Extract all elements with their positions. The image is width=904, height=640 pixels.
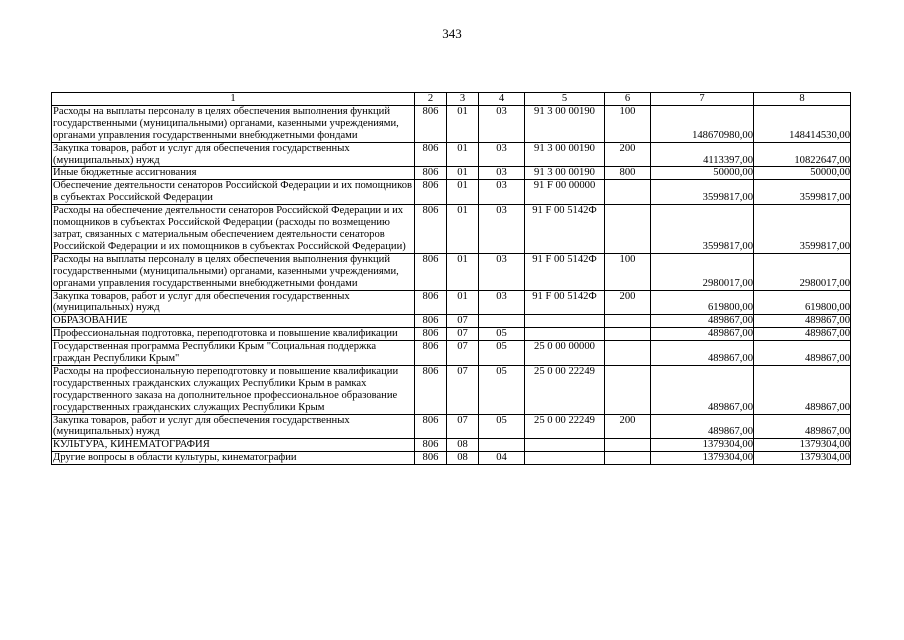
cell-amount-year-2: 489867,00	[754, 365, 851, 414]
cell-expense-type	[605, 439, 651, 452]
cell-section: 07	[447, 328, 479, 341]
table-row	[52, 315, 851, 328]
table-row	[52, 365, 851, 414]
cell-amount-year-1: 2980017,00	[651, 253, 754, 290]
cell-name: Профессиональная подготовка, переподготовка и повышение квалификации	[52, 328, 415, 341]
cell-name: Расходы на обеспечение деятельности сенаторов Российской Федерации и их помощников в субъектах Российской Федерации (расходы по возмещению затрат, связанных с материальным обеспечением деятельности сенаторов Российской Федерации и их помощников в субъектах Российской Федерации)	[52, 205, 415, 254]
cell-section: 01	[447, 180, 479, 205]
cell-amount-year-2: 489867,00	[754, 414, 851, 439]
cell-expense-type	[605, 365, 651, 414]
cell-chapter: 806	[415, 142, 447, 167]
cell-target-article: 25 0 00 22249	[525, 414, 605, 439]
cell-expense-type	[605, 180, 651, 205]
cell-chapter: 806	[415, 180, 447, 205]
cell-amount-year-2: 10822647,00	[754, 142, 851, 167]
cell-target-article: 91 F 00 5142Ф	[525, 290, 605, 315]
cell-subsection: 03	[479, 253, 525, 290]
header-cell-target-article: 5	[525, 93, 605, 106]
cell-target-article: 91 3 00 00190	[525, 105, 605, 142]
table-row	[52, 253, 851, 290]
cell-name: Закупка товаров, работ и услуг для обеспечения государственных (муниципальных) нужд	[52, 414, 415, 439]
cell-section: 07	[447, 365, 479, 414]
cell-section: 08	[447, 439, 479, 452]
cell-amount-year-1: 1379304,00	[651, 452, 754, 465]
cell-chapter: 806	[415, 205, 447, 254]
cell-name: ОБРАЗОВАНИЕ	[52, 315, 415, 328]
cell-subsection	[479, 315, 525, 328]
cell-amount-year-2: 1379304,00	[754, 452, 851, 465]
cell-expense-type	[605, 452, 651, 465]
cell-name: Расходы на профессиональную переподготовку и повышение квалификации государственных гражданских служащих Республики Крым в рамках государственного заказа на дополнительное профессиональное образование государственных гражданских служащих Республики Крым	[52, 365, 415, 414]
header-cell-subsection: 4	[479, 93, 525, 106]
cell-target-article	[525, 315, 605, 328]
cell-section: 07	[447, 414, 479, 439]
cell-section: 01	[447, 205, 479, 254]
cell-expense-type	[605, 315, 651, 328]
table-row	[52, 328, 851, 341]
table-row	[52, 341, 851, 366]
cell-section: 01	[447, 290, 479, 315]
cell-target-article: 25 0 00 22249	[525, 365, 605, 414]
cell-expense-type	[605, 328, 651, 341]
header-cell-chapter: 2	[415, 93, 447, 106]
cell-amount-year-2: 148414530,00	[754, 105, 851, 142]
cell-expense-type: 200	[605, 290, 651, 315]
cell-amount-year-1: 50000,00	[651, 167, 754, 180]
cell-name: Другие вопросы в области культуры, кинематографии	[52, 452, 415, 465]
cell-name: Расходы на выплаты персоналу в целях обеспечения выполнения функций государственными (муниципальными) органами, казенными учреждениями, органами управления государственными внебюджетными фондами	[52, 253, 415, 290]
cell-expense-type	[605, 341, 651, 366]
cell-subsection: 03	[479, 142, 525, 167]
cell-chapter: 806	[415, 365, 447, 414]
cell-target-article: 25 0 00 00000	[525, 341, 605, 366]
cell-subsection: 03	[479, 105, 525, 142]
cell-amount-year-2: 1379304,00	[754, 439, 851, 452]
cell-name: Обеспечение деятельности сенаторов Российской Федерации и их помощников в субъектах Российской Федерации	[52, 180, 415, 205]
table-row	[52, 452, 851, 465]
table-row	[52, 439, 851, 452]
cell-amount-year-2: 3599817,00	[754, 180, 851, 205]
cell-name: Иные бюджетные ассигнования	[52, 167, 415, 180]
cell-name: Закупка товаров, работ и услуг для обеспечения государственных (муниципальных) нужд	[52, 290, 415, 315]
table-row	[52, 105, 851, 142]
cell-subsection: 05	[479, 414, 525, 439]
cell-target-article	[525, 452, 605, 465]
cell-amount-year-1: 619800,00	[651, 290, 754, 315]
cell-chapter: 806	[415, 290, 447, 315]
cell-name: Государственная программа Республики Крым "Социальная поддержка граждан Республики Крым"	[52, 341, 415, 366]
cell-subsection: 04	[479, 452, 525, 465]
cell-chapter: 806	[415, 253, 447, 290]
cell-subsection: 05	[479, 341, 525, 366]
cell-amount-year-1: 489867,00	[651, 414, 754, 439]
cell-chapter: 806	[415, 167, 447, 180]
cell-section: 07	[447, 341, 479, 366]
table-row	[52, 167, 851, 180]
cell-subsection: 03	[479, 290, 525, 315]
cell-target-article: 91 3 00 00190	[525, 167, 605, 180]
cell-subsection	[479, 439, 525, 452]
cell-chapter: 806	[415, 315, 447, 328]
cell-section: 08	[447, 452, 479, 465]
header-cell-amount-year-1: 7	[651, 93, 754, 106]
cell-chapter: 806	[415, 105, 447, 142]
header-cell-name: 1	[52, 93, 415, 106]
page-number: 343	[442, 26, 462, 41]
table-row	[52, 142, 851, 167]
table-row	[52, 290, 851, 315]
cell-target-article: 91 F 00 00000	[525, 180, 605, 205]
cell-amount-year-1: 148670980,00	[651, 105, 754, 142]
cell-chapter: 806	[415, 414, 447, 439]
cell-amount-year-1: 3599817,00	[651, 180, 754, 205]
cell-chapter: 806	[415, 328, 447, 341]
cell-expense-type: 200	[605, 142, 651, 167]
cell-amount-year-2: 2980017,00	[754, 253, 851, 290]
cell-section: 01	[447, 167, 479, 180]
table-header-row	[52, 93, 851, 106]
cell-amount-year-2: 489867,00	[754, 341, 851, 366]
table-row	[52, 180, 851, 205]
cell-amount-year-1: 489867,00	[651, 315, 754, 328]
header-cell-section: 3	[447, 93, 479, 106]
cell-expense-type: 100	[605, 105, 651, 142]
header-cell-expense-type: 6	[605, 93, 651, 106]
cell-target-article	[525, 439, 605, 452]
cell-expense-type: 100	[605, 253, 651, 290]
cell-section: 01	[447, 142, 479, 167]
cell-target-article: 91 F 00 5142Ф	[525, 205, 605, 254]
cell-section: 01	[447, 253, 479, 290]
cell-expense-type	[605, 205, 651, 254]
cell-section: 01	[447, 105, 479, 142]
cell-expense-type: 200	[605, 414, 651, 439]
table-row	[52, 205, 851, 254]
cell-name: КУЛЬТУРА, КИНЕМАТОГРАФИЯ	[52, 439, 415, 452]
cell-subsection: 03	[479, 205, 525, 254]
budget-table	[51, 92, 851, 465]
cell-amount-year-1: 489867,00	[651, 365, 754, 414]
cell-amount-year-2: 50000,00	[754, 167, 851, 180]
cell-section: 07	[447, 315, 479, 328]
cell-chapter: 806	[415, 341, 447, 366]
cell-amount-year-1: 3599817,00	[651, 205, 754, 254]
cell-target-article: 91 F 00 5142Ф	[525, 253, 605, 290]
cell-amount-year-2: 489867,00	[754, 328, 851, 341]
header-cell-amount-year-2: 8	[754, 93, 851, 106]
cell-name: Расходы на выплаты персоналу в целях обеспечения выполнения функций государственными (муниципальными) органами, казенными учреждениями, органами управления государственными внебюджетными фондами	[52, 105, 415, 142]
table-row	[52, 414, 851, 439]
cell-expense-type: 800	[605, 167, 651, 180]
cell-amount-year-2: 3599817,00	[754, 205, 851, 254]
cell-chapter: 806	[415, 452, 447, 465]
cell-target-article	[525, 328, 605, 341]
cell-subsection: 05	[479, 328, 525, 341]
cell-subsection: 05	[479, 365, 525, 414]
cell-amount-year-1: 489867,00	[651, 328, 754, 341]
cell-name: Закупка товаров, работ и услуг для обеспечения государственных (муниципальных) нужд	[52, 142, 415, 167]
budget-table-body	[52, 93, 851, 465]
cell-amount-year-2: 619800,00	[754, 290, 851, 315]
cell-subsection: 03	[479, 180, 525, 205]
cell-amount-year-1: 489867,00	[651, 341, 754, 366]
cell-target-article: 91 3 00 00190	[525, 142, 605, 167]
cell-amount-year-2: 489867,00	[754, 315, 851, 328]
cell-subsection: 03	[479, 167, 525, 180]
cell-amount-year-1: 1379304,00	[651, 439, 754, 452]
cell-chapter: 806	[415, 439, 447, 452]
cell-amount-year-1: 4113397,00	[651, 142, 754, 167]
